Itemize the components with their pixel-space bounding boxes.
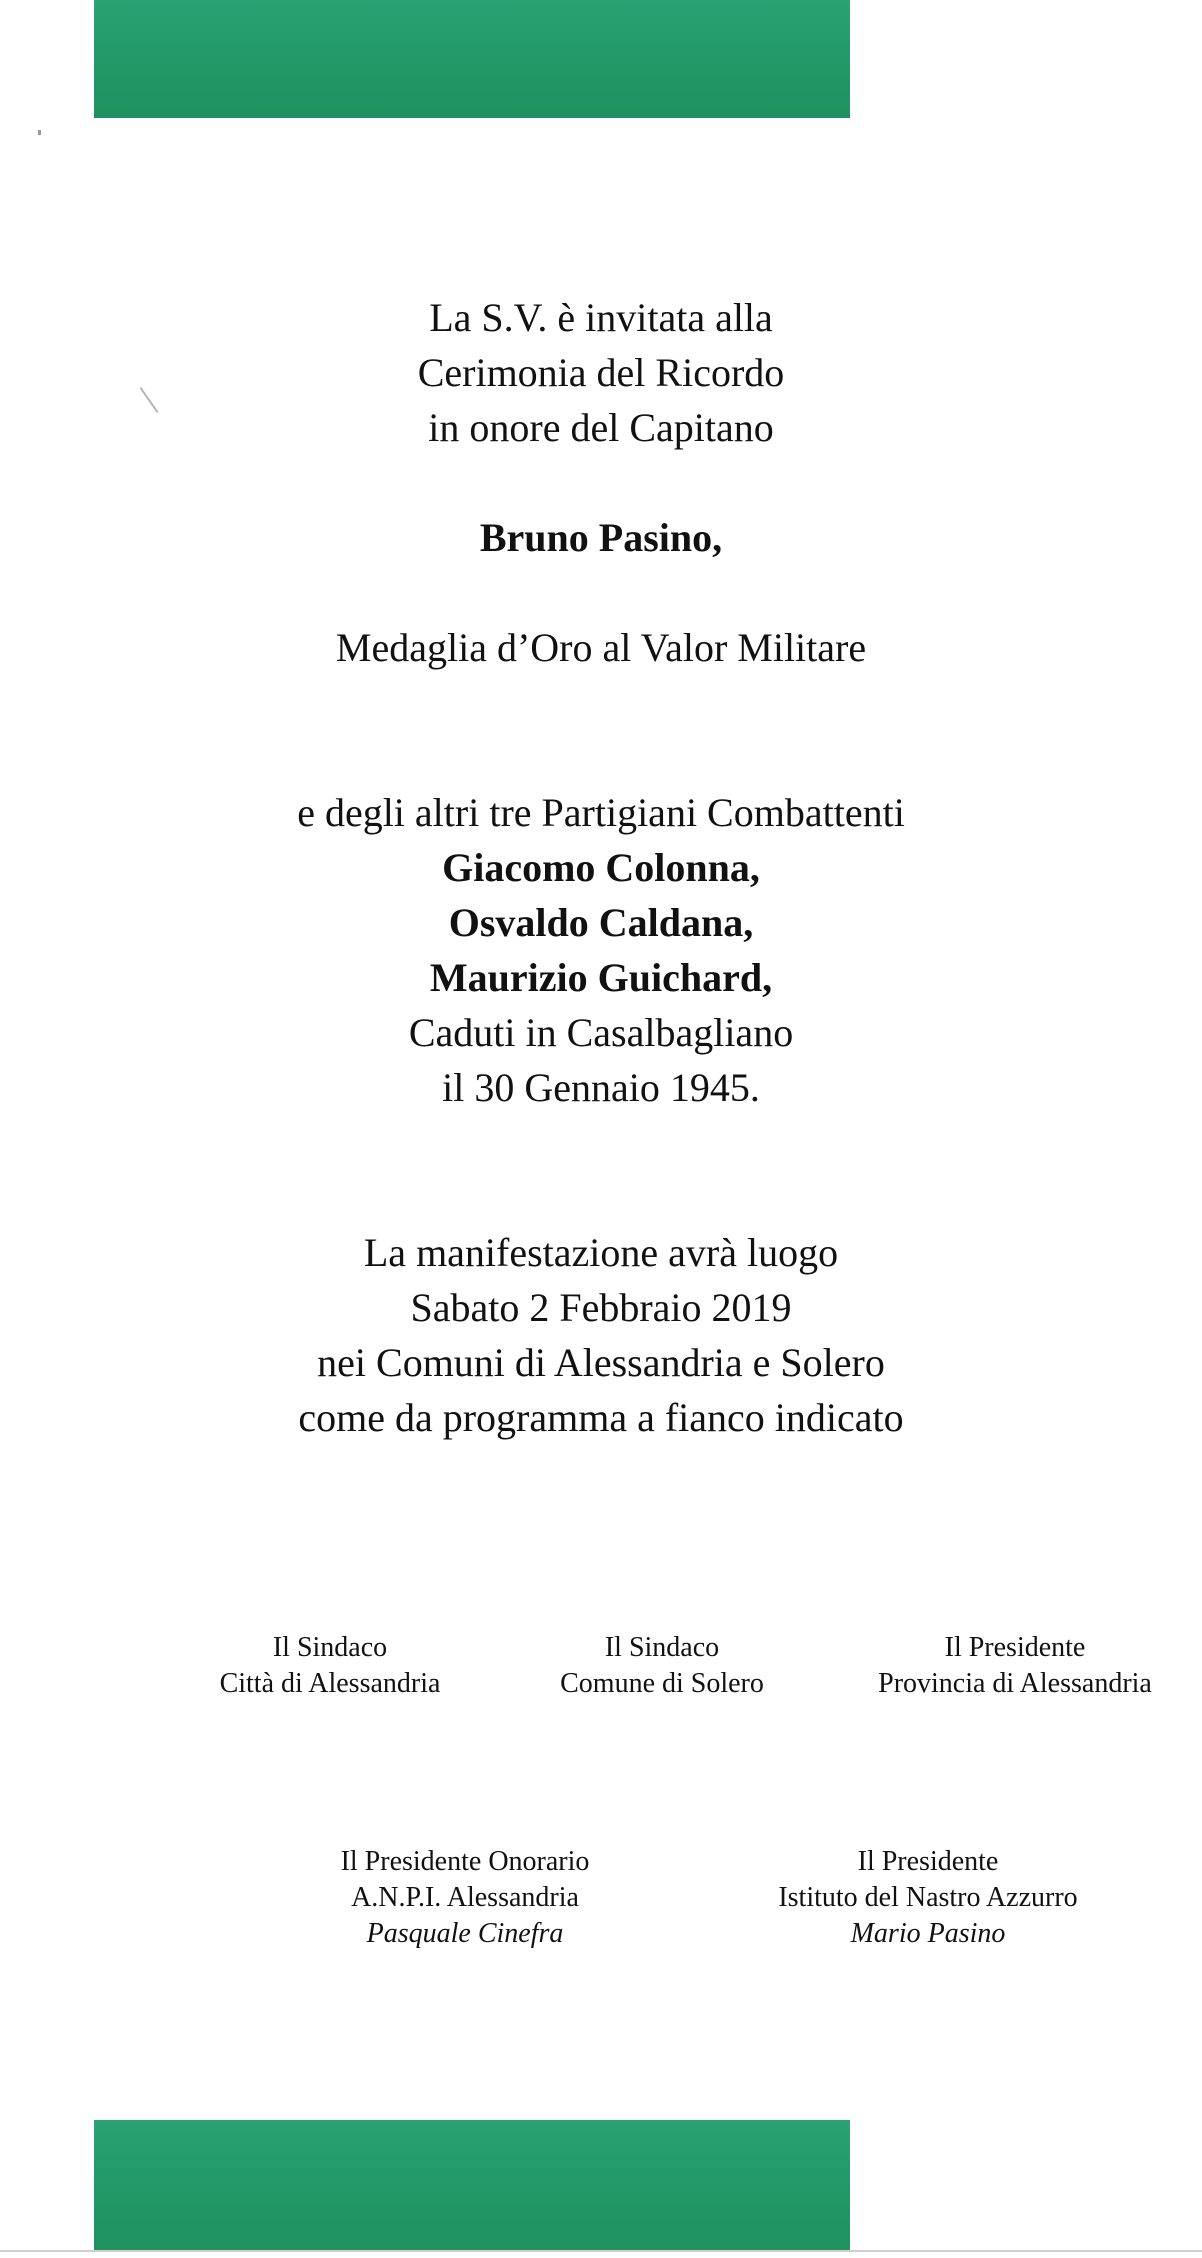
signatory-mayor-solero: [522, 1630, 802, 1702]
bottom-green-band: [94, 2120, 850, 2250]
invitation-intro: [0, 290, 1202, 455]
intro-line: in onore del Capitano: [428, 405, 774, 450]
signatory-president-province: [855, 1630, 1175, 1702]
top-green-band: [94, 0, 850, 118]
honoree-name-bold: Bruno Pasino,: [479, 515, 723, 560]
partisan-name: Osvaldo Caldana,: [448, 900, 754, 945]
intro-line: Cerimonia del Ricordo: [417, 350, 785, 395]
fallen-line: il 30 Gennaio 1945.: [442, 1065, 760, 1110]
signatory-entity: A.N.P.I. Alessandria: [351, 1882, 579, 1913]
partisan-name: Maurizio Guichard,: [429, 955, 773, 1000]
event-line: La manifestazione avrà luogo: [363, 1230, 839, 1275]
partisan-name: Giacomo Colonna,: [442, 845, 760, 890]
page-bottom-edge: [0, 2250, 1202, 2252]
signatory-title: Il Sindaco: [604, 1632, 720, 1663]
event-line: Sabato 2 Febbraio 2019: [410, 1285, 792, 1330]
signatory-nastro-azzurro: [748, 1844, 1108, 1952]
medal-line: [0, 620, 1202, 675]
others-intro: e degli altri tre Partigiani Combattenti: [297, 790, 905, 835]
signatory-mayor-alessandria: [190, 1630, 470, 1702]
partisans-block: [0, 785, 1202, 1115]
medal-text: Medaglia d’Oro al Valor Militare: [335, 625, 867, 670]
signatory-entity: Istituto del Nastro Azzurro: [778, 1882, 1078, 1913]
signatory-entity: Provincia di Alessandria: [878, 1668, 1152, 1699]
event-block: [0, 1225, 1202, 1445]
signatory-entity: Città di Alessandria: [219, 1668, 441, 1699]
event-line: nei Comuni di Alessandria e Solero: [317, 1340, 885, 1385]
scan-speck: [38, 130, 41, 135]
signatory-title: Il Sindaco: [272, 1632, 388, 1663]
signatory-anpi: [305, 1844, 625, 1952]
signatory-title: Il Presidente Onorario: [340, 1846, 590, 1877]
signatory-title: Il Presidente: [944, 1632, 1086, 1663]
intro-line: La S.V. è invitata alla: [429, 295, 773, 340]
event-line: come da programma a fianco indicato: [298, 1395, 904, 1440]
fallen-line: Caduti in Casalbagliano: [408, 1010, 794, 1055]
signatory-title: Il Presidente: [857, 1846, 999, 1877]
honoree-name: [0, 510, 1202, 565]
signatory-name: Pasquale Cinefra: [366, 1918, 564, 1949]
signatory-name: Mario Pasino: [850, 1918, 1006, 1949]
signatory-entity: Comune di Solero: [560, 1668, 764, 1699]
